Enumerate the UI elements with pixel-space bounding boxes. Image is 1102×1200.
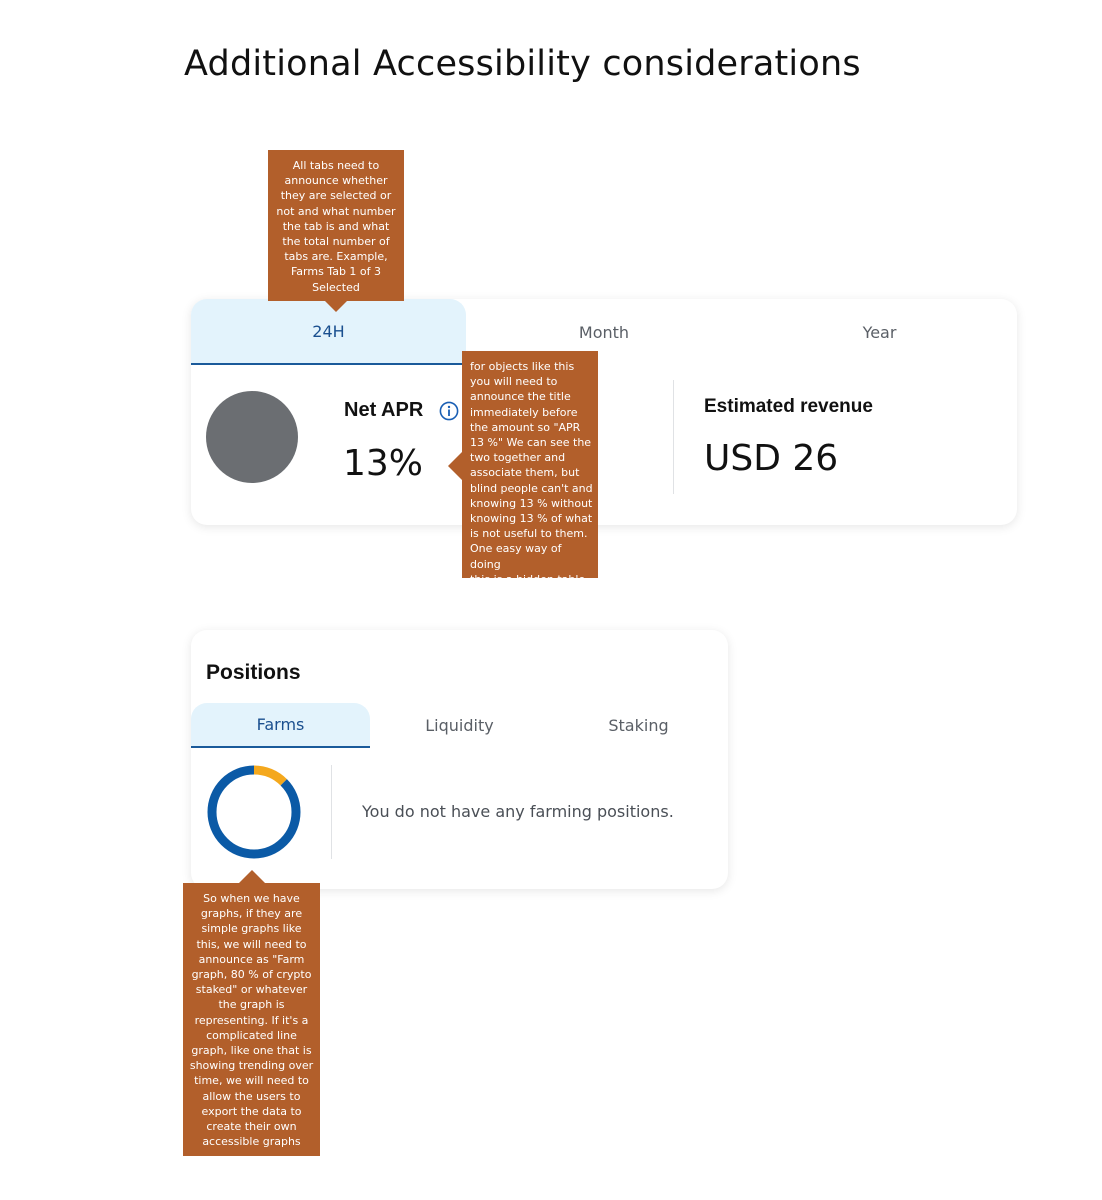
token-avatar <box>206 391 298 483</box>
tab-liquidity[interactable]: Liquidity <box>425 716 494 735</box>
estimated-revenue-value: USD 26 <box>704 438 839 479</box>
tab-year[interactable]: Year <box>862 322 897 342</box>
positions-title: Positions <box>206 661 301 684</box>
farm-donut-chart <box>205 763 303 861</box>
estimated-revenue-label: Estimated revenue <box>704 396 873 417</box>
annotation-apr-note: for objects like this you will need to announce the title immediately before the amount so "APR 13 %" We can see the two together and associate them, but blind people can't and knowing 13 % without knowing 13 % of what is not useful to them. One easy way of doing this is a hidden table <box>462 351 598 578</box>
stats-divider <box>673 380 674 494</box>
tab-24h[interactable]: 24H <box>191 299 466 365</box>
info-icon[interactable] <box>439 401 459 421</box>
tab-month[interactable]: Month <box>578 322 630 342</box>
page-title: Additional Accessibility considerations <box>184 44 861 84</box>
positions-divider <box>331 765 332 859</box>
tab-farms[interactable]: Farms <box>191 703 370 748</box>
net-apr-value: 13% <box>343 443 424 484</box>
tab-staking[interactable]: Staking <box>608 716 669 735</box>
empty-positions-message: You do not have any farming positions. <box>362 802 674 821</box>
net-apr-label: Net APR <box>344 399 424 421</box>
positions-card <box>191 630 728 889</box>
stats-card <box>191 299 1017 525</box>
annotation-tabs-note: All tabs need to announce whether they are selected or not and what number the tab is and what the total number of tabs are. Example, Farms Tab 1 of 3 Selected <box>268 150 404 301</box>
annotation-graph-note: So when we have graphs, if they are simple graphs like this, we will need to announce as "Farm graph, 80 % of crypto staked" or whatever the graph is representing. If it's a complicated line graph, like one that is showing trending over time, we will need to allow the users to export the data to create their own accessible graphs <box>183 883 320 1156</box>
